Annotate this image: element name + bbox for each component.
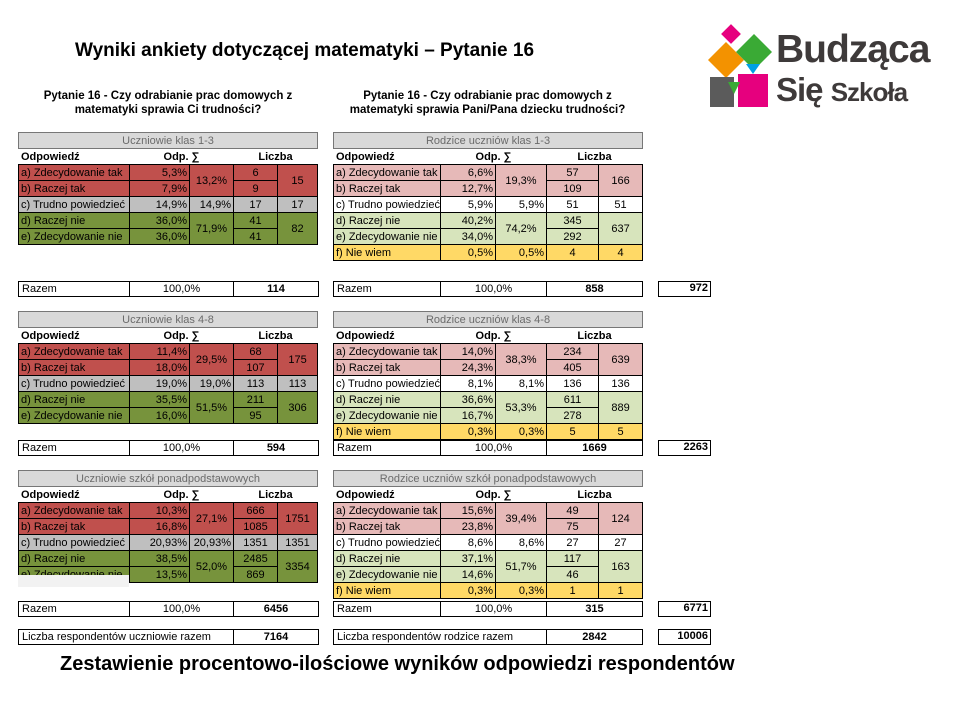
table-row bbox=[19, 551, 318, 567]
table-cell: 9 bbox=[234, 181, 278, 197]
table-cell: 166 bbox=[599, 165, 643, 197]
table-cell: 637 bbox=[599, 213, 643, 245]
table-cell: 136 bbox=[547, 376, 599, 392]
table-cell: a) Zdecydowanie tak bbox=[19, 344, 130, 360]
table-cell: 14,6% bbox=[441, 567, 496, 583]
table-row bbox=[19, 441, 319, 456]
table-cell: d) Raczej nie bbox=[334, 551, 441, 567]
table-cell: d) Raczej nie bbox=[334, 392, 441, 408]
table-cell: Odp. ∑ bbox=[441, 328, 547, 344]
grand-total-secondary: 6771 bbox=[658, 601, 711, 617]
table-cell: 306 bbox=[278, 392, 318, 424]
table-cell: 75 bbox=[547, 519, 599, 535]
table-row bbox=[19, 630, 319, 645]
table-cell: 57 bbox=[547, 165, 599, 181]
table-cell: 14,0% bbox=[441, 344, 496, 360]
table-cell: 0,3% bbox=[496, 424, 547, 440]
table-cell: 7,9% bbox=[130, 181, 190, 197]
parents-total-secondary bbox=[333, 601, 643, 617]
table-cell: 41 bbox=[234, 229, 278, 245]
table-cell: c) Trudno powiedzieć bbox=[334, 376, 441, 392]
col-pct: Odp. ∑ bbox=[130, 149, 234, 165]
col-count: Liczba bbox=[234, 328, 318, 344]
row-label: c) Trudno powiedzieć bbox=[19, 197, 130, 213]
table-cell: 114 bbox=[234, 282, 319, 297]
table-cell: 234 bbox=[547, 344, 599, 360]
table-cell: 14,9% bbox=[190, 197, 234, 213]
table-row bbox=[334, 487, 643, 503]
table-row bbox=[334, 376, 643, 392]
table-row bbox=[334, 328, 643, 344]
table-cell: 8,1% bbox=[496, 376, 547, 392]
table-cell: 8,1% bbox=[441, 376, 496, 392]
grand-total-4-8: 2263 bbox=[658, 440, 711, 456]
table-cell: a) Zdecydowanie tak bbox=[334, 503, 441, 519]
table-header: Uczniowie klas 4-8 bbox=[19, 312, 318, 328]
parents-total-4-8 bbox=[333, 440, 643, 456]
table-cell: 13,5% bbox=[130, 567, 190, 583]
table-cell: 4 bbox=[547, 245, 599, 261]
table-cell: 24,3% bbox=[441, 360, 496, 376]
table-row bbox=[334, 441, 643, 456]
table-row bbox=[19, 376, 318, 392]
table-row bbox=[334, 197, 643, 213]
table-row bbox=[334, 630, 643, 645]
table-cell: Odpowiedź bbox=[334, 487, 441, 503]
grand-total-all: 10006 bbox=[658, 629, 711, 645]
table-cell: 7164 bbox=[234, 630, 319, 645]
table-cell: 0,3% bbox=[441, 424, 496, 440]
table-cell: a) Zdecydowanie tak bbox=[334, 344, 441, 360]
table-row bbox=[334, 602, 643, 617]
logo-text-line2 bbox=[776, 71, 907, 109]
students-total-1-3 bbox=[18, 281, 319, 297]
table-cell: f) Nie wiem bbox=[334, 245, 441, 261]
table-row bbox=[19, 471, 318, 487]
table-cell: Odp. ∑ bbox=[441, 149, 547, 165]
table-row bbox=[19, 487, 318, 503]
table-cell: 51 bbox=[547, 197, 599, 213]
grand-total-1-3: 972 bbox=[658, 281, 711, 297]
table-header: Rodzice uczniów szkół ponadpodstawowych bbox=[334, 471, 643, 487]
table-cell: 27 bbox=[547, 535, 599, 551]
table-cell: 5 bbox=[547, 424, 599, 440]
table-cell: 53,3% bbox=[496, 392, 547, 424]
table-cell: 12,7% bbox=[441, 181, 496, 197]
table-cell: Odp. ∑ bbox=[441, 487, 547, 503]
table-cell: 1351 bbox=[278, 535, 318, 551]
table-header: Uczniowie klas 1-3 bbox=[19, 133, 318, 149]
table-row bbox=[19, 328, 318, 344]
col-answer: Odpowiedź bbox=[19, 328, 130, 344]
table-cell: Liczba bbox=[547, 487, 643, 503]
table-header: Rodzice uczniów klas 4-8 bbox=[334, 312, 643, 328]
table-cell: e) Zdecydowanie nie bbox=[19, 408, 130, 424]
table-cell: 40,2% bbox=[441, 213, 496, 229]
table-cell: Razem bbox=[19, 441, 130, 456]
row-label: e) Zdecydowanie nie bbox=[19, 229, 130, 245]
table-cell: 100,0% bbox=[130, 441, 234, 456]
table-cell: 0,5% bbox=[441, 245, 496, 261]
table-row bbox=[19, 344, 318, 360]
table-cell: 175 bbox=[278, 344, 318, 376]
table-cell: 1669 bbox=[547, 441, 643, 456]
table-cell: 0,3% bbox=[441, 583, 496, 599]
table-cell: Odpowiedź bbox=[334, 149, 441, 165]
table-cell: Liczba bbox=[547, 328, 643, 344]
question-students: Pytanie 16 - Czy odrabianie prac domowych z matematyki sprawia Ci trudności? bbox=[43, 90, 293, 116]
table-cell: 107 bbox=[234, 360, 278, 376]
table-cell: 1351 bbox=[234, 535, 278, 551]
row-label: d) Raczej nie bbox=[19, 213, 130, 229]
col-pct: Odp. ∑ bbox=[130, 487, 234, 503]
table-cell: Liczba bbox=[547, 149, 643, 165]
table-row bbox=[334, 503, 643, 519]
table-cell: 36,6% bbox=[441, 392, 496, 408]
table-cell: 13,2% bbox=[190, 165, 234, 197]
table-cell: 17 bbox=[234, 197, 278, 213]
table-cell: 345 bbox=[547, 213, 599, 229]
table-cell: 38,5% bbox=[130, 551, 190, 567]
table-cell: 4 bbox=[599, 245, 643, 261]
table-cell: 15 bbox=[278, 165, 318, 197]
table-cell: 117 bbox=[547, 551, 599, 567]
col-count: Liczba bbox=[234, 149, 318, 165]
table-cell: 3354 bbox=[278, 551, 318, 583]
table-row bbox=[334, 213, 643, 229]
table-cell: b) Raczej tak bbox=[334, 181, 441, 197]
table-cell: 41 bbox=[234, 213, 278, 229]
table-cell: 869 bbox=[234, 567, 278, 583]
table-cell: 113 bbox=[278, 376, 318, 392]
table-row bbox=[19, 360, 318, 376]
table-cell: 19,3% bbox=[496, 165, 547, 197]
table-row bbox=[19, 408, 318, 424]
table-cell: 37,1% bbox=[441, 551, 496, 567]
table-cell: b) Raczej tak bbox=[19, 519, 130, 535]
table-cell: 82 bbox=[278, 213, 318, 245]
table-cell: c) Trudno powiedzieć bbox=[19, 535, 130, 551]
table-cell: 100,0% bbox=[130, 282, 234, 297]
logo-text-sie: Się bbox=[776, 71, 823, 108]
students-table-secondary bbox=[18, 470, 318, 583]
table-cell: 0,3% bbox=[496, 583, 547, 599]
table-cell: a) Zdecydowanie tak bbox=[19, 503, 130, 519]
table-cell: 46 bbox=[547, 567, 599, 583]
table-cell: 11,4% bbox=[130, 344, 190, 360]
students-respondents-total bbox=[18, 629, 319, 645]
table-row bbox=[334, 535, 643, 551]
table-cell: Razem bbox=[334, 602, 441, 617]
table-cell: e) Zdecydowanie nie bbox=[334, 567, 441, 583]
table-row bbox=[19, 392, 318, 408]
table-cell: f) Nie wiem bbox=[334, 583, 441, 599]
table-cell: 20,93% bbox=[190, 535, 234, 551]
table-cell: 19,0% bbox=[130, 376, 190, 392]
table-cell: 6,6% bbox=[441, 165, 496, 181]
students-total-4-8 bbox=[18, 440, 319, 456]
table-cell: 68 bbox=[234, 344, 278, 360]
table-row bbox=[334, 471, 643, 487]
table-cell: 100,0% bbox=[441, 602, 547, 617]
table-row bbox=[334, 519, 643, 535]
table-row bbox=[334, 245, 643, 261]
table-cell: a) Zdecydowanie tak bbox=[334, 165, 441, 181]
logo-text-line1: Budząca bbox=[776, 28, 930, 71]
table-row bbox=[334, 181, 643, 197]
table-cell: d) Raczej nie bbox=[334, 213, 441, 229]
table-cell: 8,6% bbox=[441, 535, 496, 551]
table-cell: 34,0% bbox=[441, 229, 496, 245]
parents-table-4-8 bbox=[333, 311, 643, 440]
table-cell: 6456 bbox=[234, 602, 319, 617]
col-answer: Odpowiedź bbox=[19, 149, 130, 165]
table-cell: 74,2% bbox=[496, 213, 547, 245]
table-cell: 5,9% bbox=[441, 197, 496, 213]
table-row bbox=[334, 392, 643, 408]
table-cell: 611 bbox=[547, 392, 599, 408]
col-pct: Odp. ∑ bbox=[130, 328, 234, 344]
table-row bbox=[334, 149, 643, 165]
table-cell: 136 bbox=[599, 376, 643, 392]
table-row bbox=[19, 133, 318, 149]
table-cell: e) Zdecydowanie nie bbox=[334, 229, 441, 245]
table-row bbox=[334, 312, 643, 328]
table-cell: 1085 bbox=[234, 519, 278, 535]
parents-table-1-3 bbox=[333, 132, 643, 261]
table-cell: 100,0% bbox=[441, 282, 547, 297]
table-cell: 889 bbox=[599, 392, 643, 424]
table-cell: 666 bbox=[234, 503, 278, 519]
table-row bbox=[334, 133, 643, 149]
table-row bbox=[19, 229, 318, 245]
table-cell: 51,5% bbox=[190, 392, 234, 424]
table-cell: 17 bbox=[278, 197, 318, 213]
table-cell: c) Trudno powiedzieć bbox=[334, 197, 441, 213]
logo-text-szkola: Szkoła bbox=[830, 77, 908, 107]
parents-total-1-3 bbox=[333, 281, 643, 297]
table-cell: 49 bbox=[547, 503, 599, 519]
table-cell: 71,9% bbox=[190, 213, 234, 245]
students-total-secondary bbox=[18, 601, 319, 617]
logo-mark-icon bbox=[708, 24, 772, 107]
table-cell: 100,0% bbox=[130, 602, 234, 617]
table-row bbox=[19, 165, 318, 181]
table-cell: 16,7% bbox=[441, 408, 496, 424]
table-cell: Odpowiedź bbox=[334, 328, 441, 344]
table-cell: 10,3% bbox=[130, 503, 190, 519]
table-row bbox=[19, 213, 318, 229]
table-cell: 0,5% bbox=[496, 245, 547, 261]
table-cell: c) Trudno powiedzieć bbox=[19, 376, 130, 392]
table-cell: 51 bbox=[599, 197, 643, 213]
table-cell: 278 bbox=[547, 408, 599, 424]
table-cell: d) Raczej nie bbox=[19, 392, 130, 408]
table-row bbox=[19, 197, 318, 213]
table-cell: 5,9% bbox=[496, 197, 547, 213]
table-cell: 2842 bbox=[547, 630, 643, 645]
table-cell: Razem bbox=[19, 282, 130, 297]
table-cell: 1 bbox=[599, 583, 643, 599]
table-row bbox=[19, 181, 318, 197]
table-row bbox=[19, 519, 318, 535]
table-row bbox=[19, 503, 318, 519]
footer-note: Zestawienie procentowo-ilościowe wyników odpowiedzi respondentów bbox=[60, 653, 735, 675]
table-header: Uczniowie szkół ponadpodstawowych bbox=[19, 471, 318, 487]
table-cell: 35,5% bbox=[130, 392, 190, 408]
gray-strip bbox=[18, 575, 129, 587]
table-cell: 6 bbox=[234, 165, 278, 181]
table-cell: 2485 bbox=[234, 551, 278, 567]
table-cell: Razem bbox=[334, 441, 441, 456]
table-cell: 23,8% bbox=[441, 519, 496, 535]
table-cell: 27 bbox=[599, 535, 643, 551]
table-cell: 594 bbox=[234, 441, 319, 456]
table-cell: 113 bbox=[234, 376, 278, 392]
table-cell: 20,93% bbox=[130, 535, 190, 551]
table-cell: 16,8% bbox=[130, 519, 190, 535]
table-cell: 52,0% bbox=[190, 551, 234, 583]
table-row bbox=[334, 229, 643, 245]
students-table-1-3 bbox=[18, 132, 318, 245]
table-cell: b) Raczej tak bbox=[334, 519, 441, 535]
table-cell: Liczba respondentów uczniowie razem bbox=[19, 630, 234, 645]
table-cell: d) Raczej nie bbox=[19, 551, 130, 567]
col-answer: Odpowiedź bbox=[19, 487, 130, 503]
table-cell: 109 bbox=[547, 181, 599, 197]
table-cell: 19,0% bbox=[190, 376, 234, 392]
table-cell: f) Nie wiem bbox=[334, 424, 441, 440]
table-row bbox=[19, 149, 318, 165]
table-cell: 639 bbox=[599, 344, 643, 376]
table-cell: Liczba respondentów rodzice razem bbox=[334, 630, 547, 645]
table-row bbox=[334, 424, 643, 440]
table-header: Rodzice uczniów klas 1-3 bbox=[334, 133, 643, 149]
table-cell: 15,6% bbox=[441, 503, 496, 519]
table-cell: 292 bbox=[547, 229, 599, 245]
table-cell: 36,0% bbox=[130, 229, 190, 245]
table-cell: Razem bbox=[19, 602, 130, 617]
table-row bbox=[334, 360, 643, 376]
table-cell: 5 bbox=[599, 424, 643, 440]
table-cell: 5,3% bbox=[130, 165, 190, 181]
table-row bbox=[334, 583, 643, 599]
table-row bbox=[334, 567, 643, 583]
table-cell: 27,1% bbox=[190, 503, 234, 535]
table-cell: 38,3% bbox=[496, 344, 547, 376]
table-row bbox=[334, 165, 643, 181]
table-cell: 14,9% bbox=[130, 197, 190, 213]
table-cell: 36,0% bbox=[130, 213, 190, 229]
table-cell: 1751 bbox=[278, 503, 318, 535]
table-cell: 95 bbox=[234, 408, 278, 424]
table-cell: 1 bbox=[547, 583, 599, 599]
table-cell: 39,4% bbox=[496, 503, 547, 535]
question-parents: Pytanie 16 - Czy odrabianie prac domowych z matematyki sprawia Pani/Pana dziecku trudności? bbox=[349, 90, 626, 116]
table-row bbox=[19, 535, 318, 551]
table-cell: b) Raczej tak bbox=[334, 360, 441, 376]
students-table-4-8 bbox=[18, 311, 318, 424]
table-row bbox=[334, 282, 643, 297]
table-cell: 315 bbox=[547, 602, 643, 617]
page-title: Wyniki ankiety dotyczącej matematyki – Pytanie 16 bbox=[75, 40, 535, 61]
table-cell: e) Zdecydowanie nie bbox=[334, 408, 441, 424]
table-cell: 858 bbox=[547, 282, 643, 297]
table-cell: 211 bbox=[234, 392, 278, 408]
table-row bbox=[19, 282, 319, 297]
table-cell: Razem bbox=[334, 282, 441, 297]
table-cell: 100,0% bbox=[441, 441, 547, 456]
table-row bbox=[334, 551, 643, 567]
table-cell: 51,7% bbox=[496, 551, 547, 583]
table-cell: 405 bbox=[547, 360, 599, 376]
table-row bbox=[19, 602, 319, 617]
table-cell: 16,0% bbox=[130, 408, 190, 424]
table-row bbox=[334, 408, 643, 424]
table-cell: 124 bbox=[599, 503, 643, 535]
table-cell: 29,5% bbox=[190, 344, 234, 376]
row-label: b) Raczej tak bbox=[19, 181, 130, 197]
table-cell: 8,6% bbox=[496, 535, 547, 551]
table-cell: c) Trudno powiedzieć bbox=[334, 535, 441, 551]
table-cell: 163 bbox=[599, 551, 643, 583]
table-cell: b) Raczej tak bbox=[19, 360, 130, 376]
table-cell: 18,0% bbox=[130, 360, 190, 376]
row-label: a) Zdecydowanie tak bbox=[19, 165, 130, 181]
parents-table-secondary bbox=[333, 470, 643, 599]
col-count: Liczba bbox=[234, 487, 318, 503]
parents-respondents-total bbox=[333, 629, 643, 645]
table-row bbox=[334, 344, 643, 360]
table-row bbox=[19, 312, 318, 328]
